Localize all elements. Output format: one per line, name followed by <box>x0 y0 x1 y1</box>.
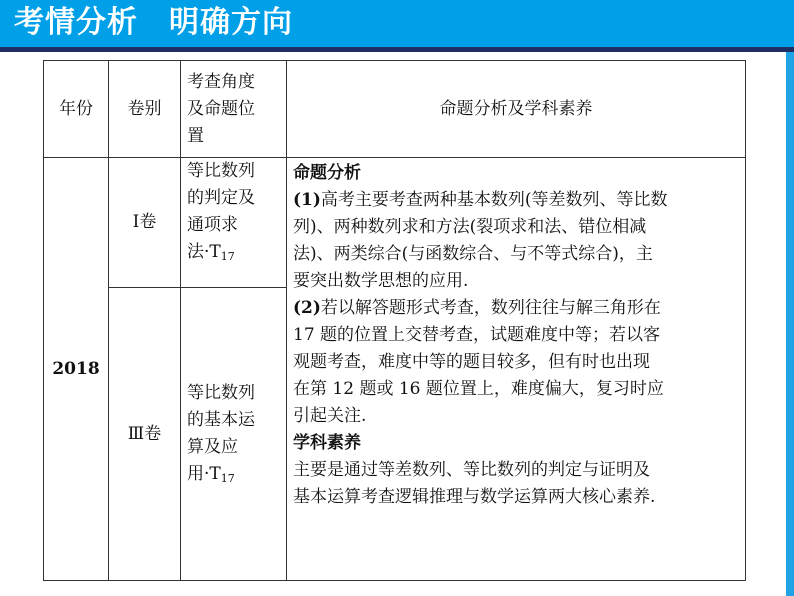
volume-cell-1: Ⅰ卷 <box>109 158 181 288</box>
year-cell: 2018 <box>44 158 109 581</box>
analysis-heading: 命题分析 <box>293 163 361 183</box>
volume-cell-2: Ⅲ卷 <box>109 288 181 581</box>
title-banner <box>0 0 794 47</box>
title-underline <box>0 47 794 52</box>
exam-analysis-table <box>43 60 746 581</box>
header-angle: 考查角度 及命题位 置 <box>181 61 287 158</box>
page-title: 考情分析 明确方向 <box>14 5 293 40</box>
literacy-heading: 学科素养 <box>293 433 361 453</box>
angle-cell-1: 等比数列 的判定及 通项求 法$\cdot T_{17}$ <box>181 158 287 288</box>
header-volume: 卷别 <box>109 61 181 158</box>
table-header-row <box>44 61 746 158</box>
header-year: 年份 <box>44 61 109 158</box>
header-analysis: 命题分析及学科素养 <box>287 61 746 158</box>
angle-cell-2: 等比数列 的基本运 算及应 用$\cdot T_{17}$ <box>181 288 287 581</box>
right-accent-rail <box>786 52 794 596</box>
analysis-cell: 命题分析 (1)高考主要考查两种基本数列(等差数列、等比数 列)、两种数列求和方法(裂项求和法、错位相减 法)、两类综合(与函数综合、与不等式综合)，主 要突出数学思想的应用. (2)若以解答题形式考查，数列往往与解三角形在 17 题的位置上交替考查，试题难度中等；若以客 观题考查，难度中等的题目较多，但有时也出现 在第 12 题或 16 题位置上，难度偏大，复习时应 引起关注. 学科素养 主要是通过等差数列、等比数列的判定与证明及 基本运算考查逻辑推理与数学运算两大核心素养. <box>287 158 746 581</box>
table-row <box>44 158 746 288</box>
